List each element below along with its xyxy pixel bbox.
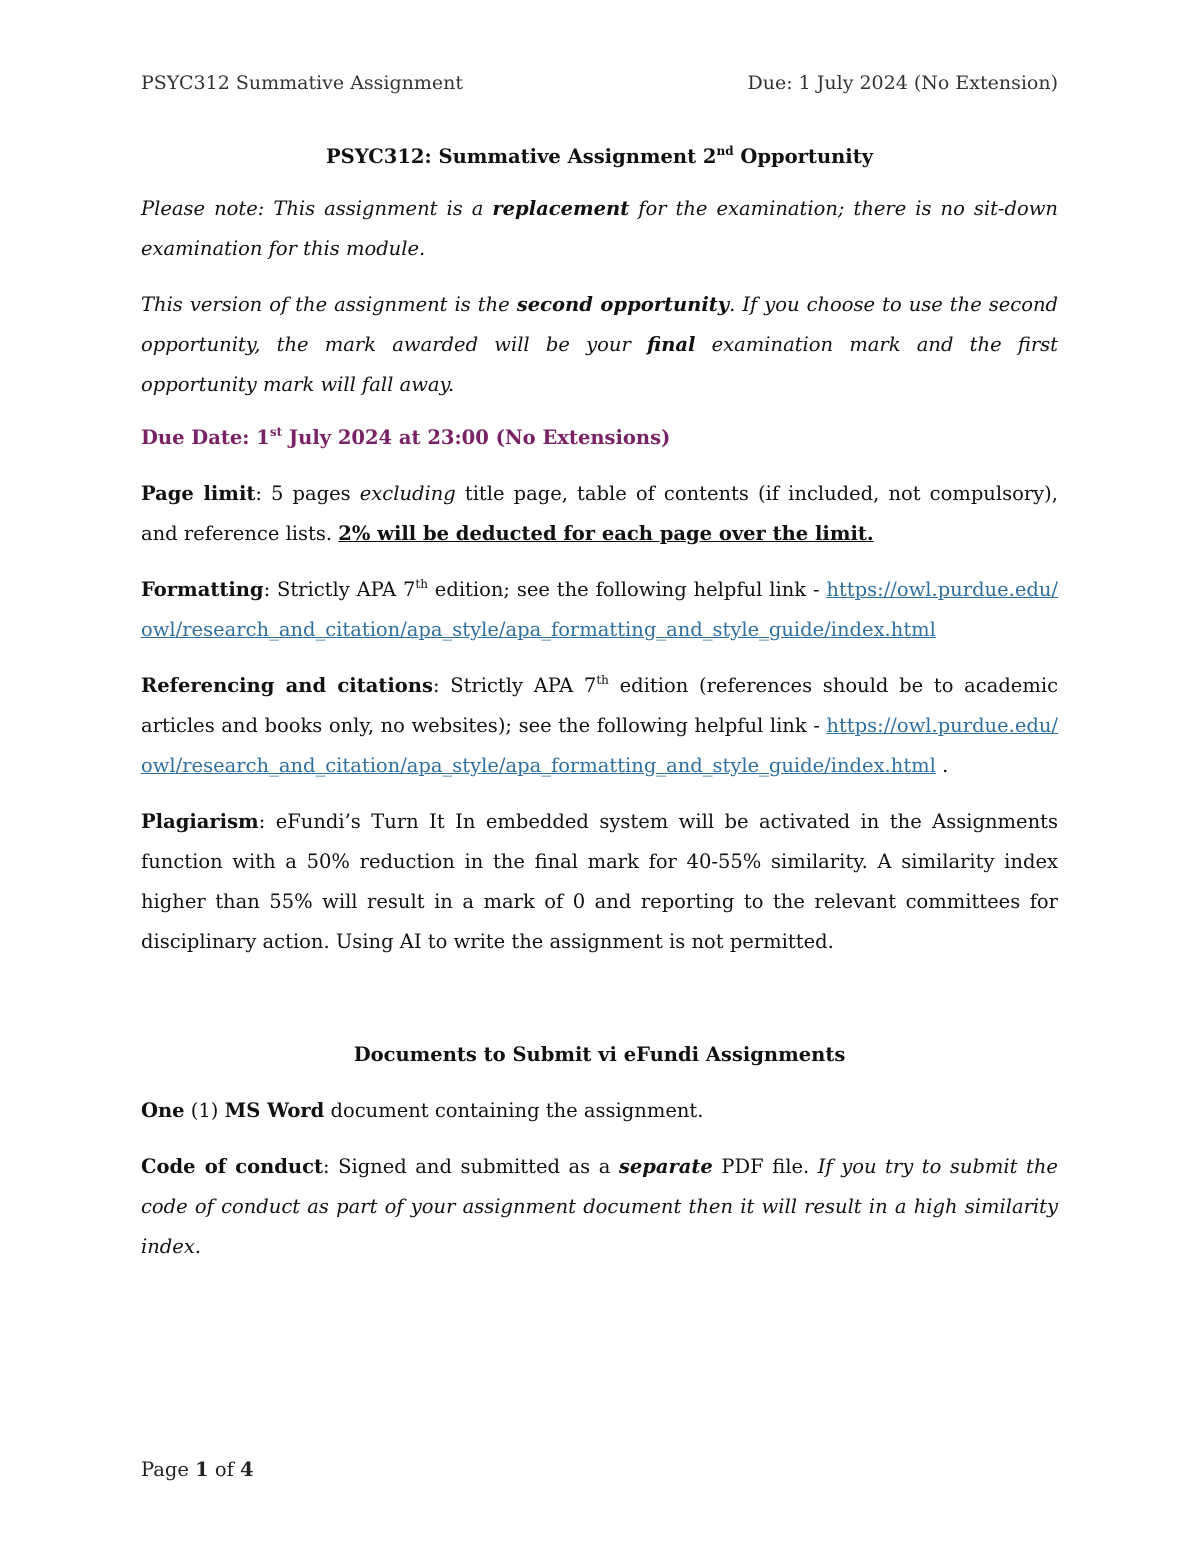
title-text: PSYC312: Summative Assignment 2 — [325, 145, 717, 168]
deduction-warning: 2% will be deducted for each page over the limit. — [338, 522, 874, 545]
code-of-conduct-paragraph: Code of conduct: Signed and submitted as a separate PDF file. If you try to submit the code of conduct as part of your assignment document then it will result in a high similarity index. — [141, 1155, 1058, 1258]
header-course: PSYC312 Summative Assignment — [141, 72, 464, 94]
document-body — [141, 140, 1058, 1283]
page-limit-label: Page limit — [141, 482, 256, 505]
title-superscript: nd — [716, 144, 734, 158]
due-date: Due Date: 1st July 2024 at 23:00 (No Extensions) — [141, 425, 671, 449]
note-emphasis: final — [647, 333, 696, 356]
page-header — [141, 72, 1058, 98]
formatting-label: Formatting — [141, 578, 264, 601]
referencing-label: Referencing and citations — [141, 674, 433, 697]
note-replacement: Please note: This assignment is a replacement for the examination; there is no sit-down examination for this module. — [141, 197, 1058, 260]
page-number: Page 1 of 4 — [141, 1458, 254, 1481]
page-limit-paragraph: Page limit: 5 pages excluding title page, table of contents (if included, not compulsory), and reference lists. 2% will be deducted for each page over the limit. — [141, 482, 1058, 545]
note-second-opportunity: This version of the assignment is the second opportunity. If you choose to use the second opportunity, the mark awarded will be your final examination mark and the first opportunity mark will fall away. — [141, 293, 1059, 396]
formatting-paragraph: Formatting: Strictly APA 7th edition; see the following helpful link - https://owl.purdue.edu/owl/research_and_citation/apa_style/apa_formatting_and_style_guide/index.html — [141, 577, 1058, 641]
code-of-conduct-label: Code of conduct — [141, 1155, 323, 1178]
plagiarism-label: Plagiarism — [141, 810, 259, 833]
header-due: Due: 1 July 2024 (No Extension) — [747, 72, 1058, 94]
apa-referencing-link[interactable]: https://owl.purdue.edu/owl/research_and_citation/apa_style/apa_formatting_and_style_guide/index.html — [141, 714, 1058, 777]
note-emphasis: replacement — [492, 197, 630, 220]
document-title — [141, 140, 1058, 174]
ms-word-requirement: One (1) MS Word document containing the assignment. — [141, 1099, 704, 1122]
spacer — [141, 978, 1058, 1038]
documents-heading: Documents to Submit vi eFundi Assignments — [353, 1043, 846, 1066]
plagiarism-paragraph: Plagiarism: eFundi’s Turn It In embedded system will be activated in the Assignments function with a 50% reduction in the final mark for 40-55% similarity. A similarity index higher than 55% will result in a mark of 0 and reporting to the relevant committees for disciplinary action. Using AI to write the assignment is not permitted. — [141, 810, 1058, 953]
referencing-paragraph: Referencing and citations: Strictly APA 7th edition (references should be to academic articles and books only, no websites); see the following helpful link - https://owl.purdue.edu/owl/research_and_citation/apa_style/apa_formatting_and_style_guide/index.html . — [141, 673, 1058, 777]
title-text-end: Opportunity — [733, 145, 874, 168]
apa-formatting-link[interactable]: https://owl.purdue.edu/owl/research_and_citation/apa_style/apa_formatting_and_style_guide/index.html — [141, 578, 1058, 641]
note-emphasis: second opportunity — [516, 293, 730, 316]
